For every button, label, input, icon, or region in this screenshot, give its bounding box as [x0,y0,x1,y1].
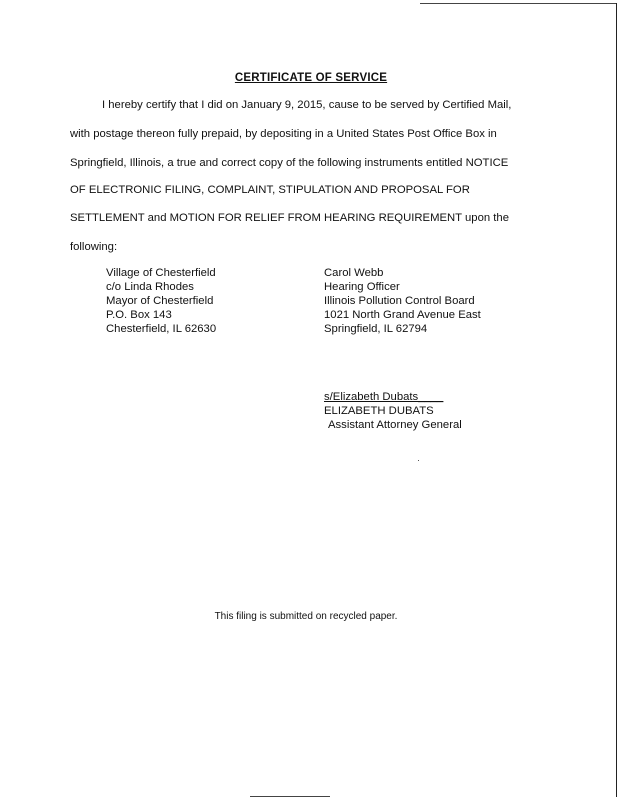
address-line: Mayor of Chesterfield [106,295,214,307]
signer-name: ELIZABETH DUBATS [324,405,434,417]
address-line: Springfield, IL 62794 [324,323,428,335]
page-edge-top [420,3,617,4]
address-line: c/o Linda Rhodes [106,281,194,293]
address-line: P.O. Box 143 [106,309,172,321]
address-line: 1021 North Grand Avenue East [324,309,481,321]
scan-speck [418,460,419,461]
body-line-6: following: [70,241,118,253]
address-line: Village of Chesterfield [106,267,216,279]
page-edge-bottom [250,796,330,797]
page-edge-right [616,3,617,797]
page-title: CERTIFICATE OF SERVICE [234,72,388,84]
signature-line: s/Elizabeth Dubats____ [324,391,444,403]
address-line: Carol Webb [324,267,384,279]
body-line-1: I hereby certify that I did on January 9, 2015, cause to be served by Certified Mail, [102,99,512,111]
body-line-2: with postage thereon fully prepaid, by depositing in a United States Post Office Box in [70,128,497,140]
recipient-address-2 [324,266,481,336]
footer-note: This filing is submitted on recycled paper. [214,611,398,622]
address-line: Chesterfield, IL 62630 [106,323,217,335]
body-line-3: Springfield, Illinois, a true and correct copy of the following instruments entitled NOTICE [70,157,509,169]
address-line: Illinois Pollution Control Board [324,295,475,307]
body-line-4: OF ELECTRONIC FILING, COMPLAINT, STIPULATION AND PROPOSAL FOR [70,184,470,196]
signer-title: Assistant Attorney General [328,419,462,431]
address-line: Hearing Officer [324,281,400,293]
body-line-5: SETTLEMENT and MOTION FOR RELIEF FROM HEARING REQUIREMENT upon the [70,212,509,224]
recipient-address-1 [106,266,216,336]
signature-block [324,390,462,432]
